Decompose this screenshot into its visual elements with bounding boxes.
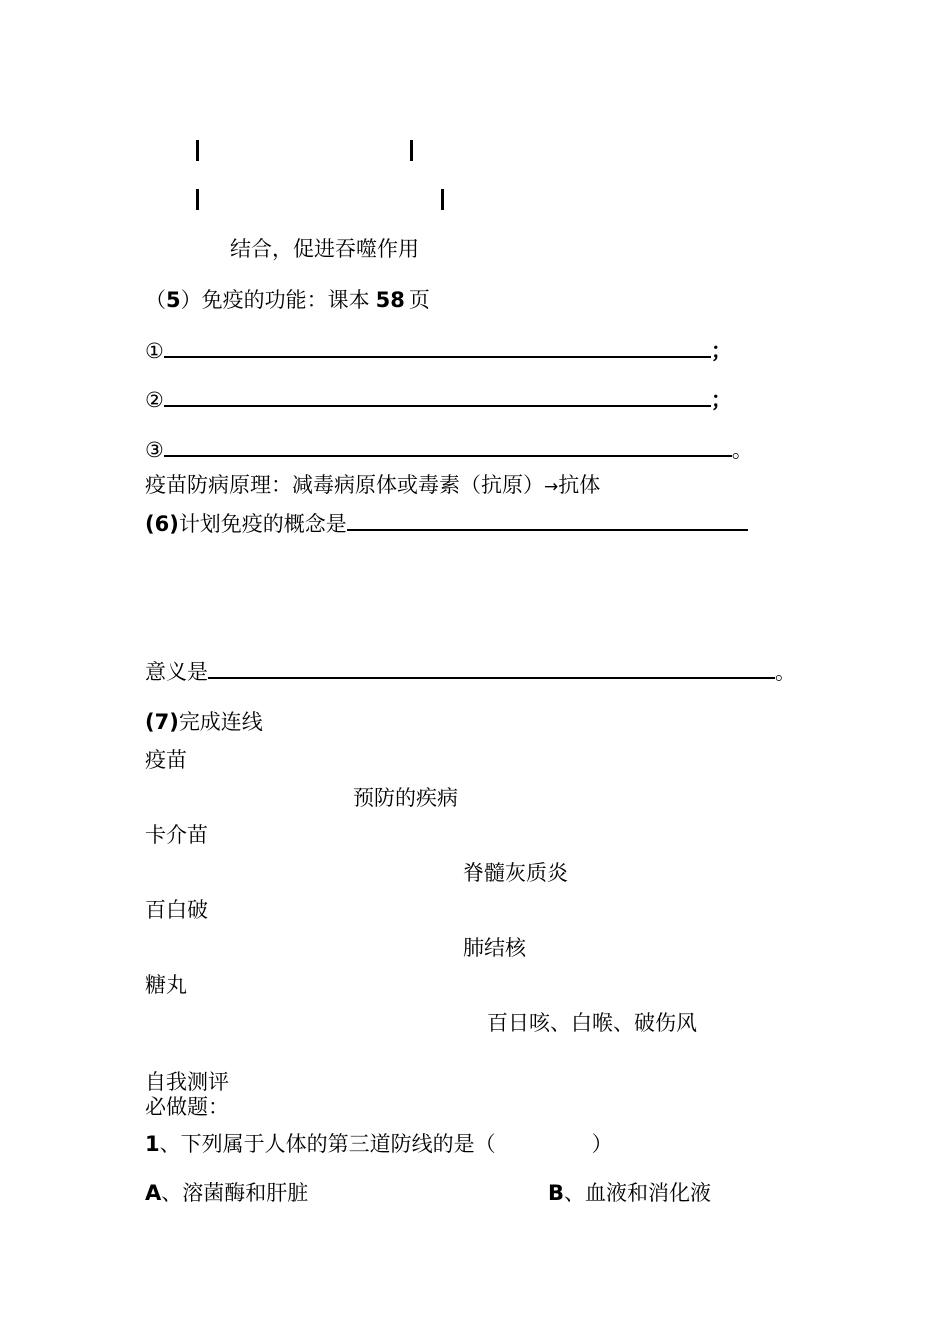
option-b[interactable]: B、血液和消化液: [548, 1181, 712, 1205]
self-test-title: 自我测评: [145, 1070, 229, 1094]
match-right-disease[interactable]: 预防的疾病: [353, 786, 458, 810]
vaccine-principle: 疫苗防病原理：减毒病原体或毒素（抗原）→抗体: [145, 473, 601, 497]
blank-line[interactable]: [347, 511, 748, 531]
option-a[interactable]: A、溶菌酶和肝脏: [145, 1181, 309, 1205]
match-left-dtp[interactable]: 百白破: [145, 898, 208, 922]
blank-line[interactable]: [164, 338, 711, 358]
bracket-bar-2-left: [196, 189, 199, 210]
required-label: 必做题：: [145, 1095, 229, 1119]
blank-line[interactable]: [208, 659, 775, 679]
match-left-vaccine[interactable]: 疫苗: [145, 748, 187, 772]
binding-text: 结合，促进吞噬作用: [230, 237, 419, 261]
blank-line[interactable]: [164, 437, 732, 457]
section-5-heading: （5）免疫的功能：课本 58 页: [145, 288, 430, 312]
question-1: 1、下列属于人体的第三道防线的是（ ）: [145, 1132, 613, 1156]
function-item-3: ③ 。: [145, 438, 753, 462]
function-item-2: ② ；: [145, 388, 732, 412]
match-left-sugar-pill[interactable]: 糖丸: [145, 973, 187, 997]
match-right-tb[interactable]: 肺结核: [463, 936, 526, 960]
function-item-1: ① ；: [145, 339, 732, 363]
bracket-bar-2-right: [441, 189, 444, 210]
match-right-polio[interactable]: 脊髓灰质炎: [463, 861, 568, 885]
bracket-bar-1-right: [410, 140, 413, 161]
match-left-bcg[interactable]: 卡介苗: [145, 823, 208, 847]
blank-line[interactable]: [164, 387, 711, 407]
bracket-bar-1-left: [196, 140, 199, 161]
arrow-icon: →: [544, 477, 559, 497]
meaning-line: 意义是 。: [145, 660, 796, 684]
section-6-heading: (6)计划免疫的概念是: [145, 510, 748, 538]
section-7-heading: (7)完成连线: [145, 710, 263, 734]
match-right-pertussis[interactable]: 百日咳、白喉、破伤风: [487, 1011, 697, 1035]
